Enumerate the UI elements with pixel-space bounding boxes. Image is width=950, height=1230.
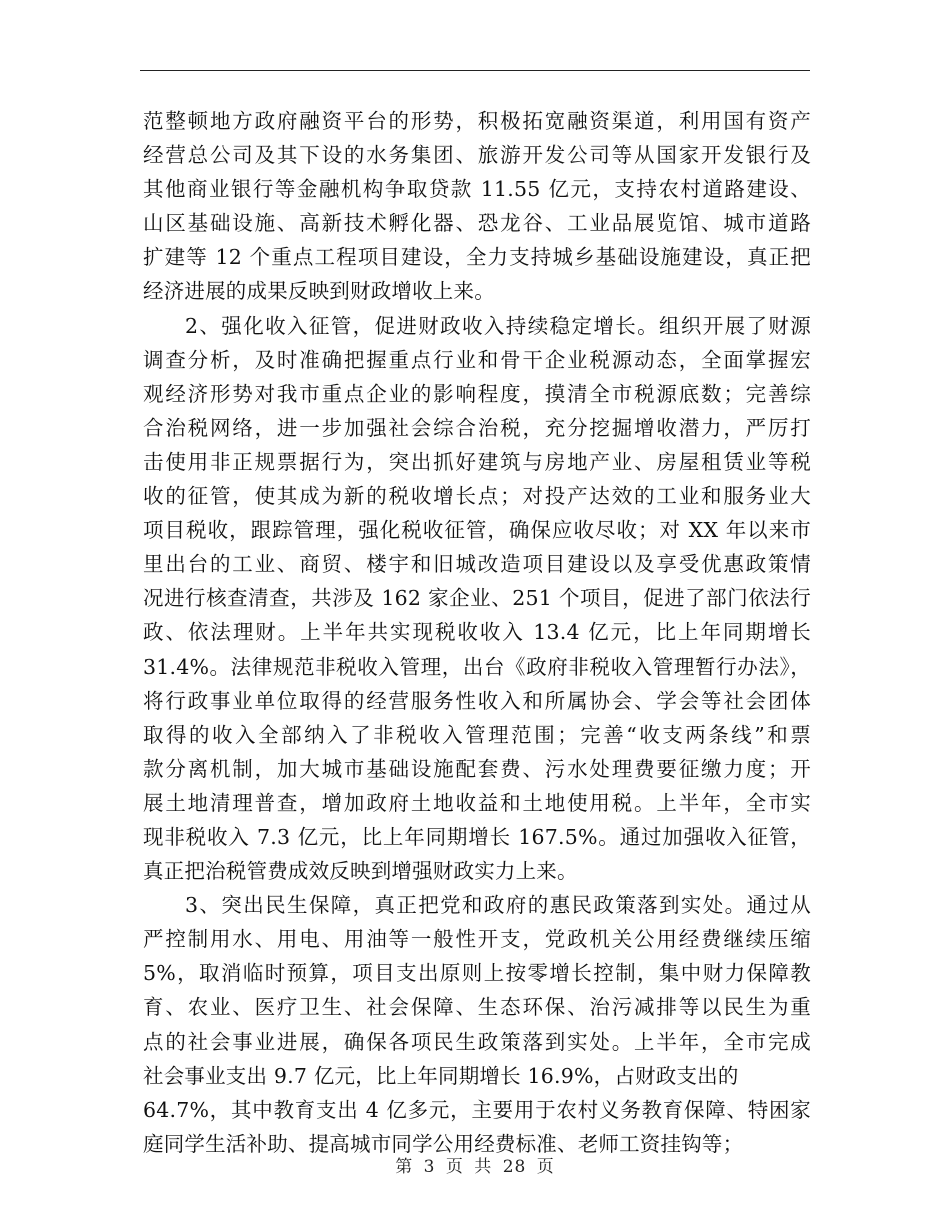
text-line: 经济进展的成果反映到财政增收上来。	[143, 279, 495, 304]
text-line: 其他商业银行等金融机构争取贷款 11.55 亿元，支持农村道路建设、	[143, 177, 811, 202]
text-line: 育、农业、医疗卫生、社会保障、生态环保、治污减排等以民生为重	[143, 995, 811, 1020]
text-line: 庭同学生活补助、提高城市同学公用经费标准、老师工资挂钩等；	[143, 1131, 744, 1156]
text-line: 山区基础设施、高新技术孵化器、恐龙谷、工业品展览馆、城市道路	[143, 211, 811, 236]
text-line: 调查分析，及时准确把握重点行业和骨干企业税源动态，全面掌握宏	[143, 347, 811, 372]
text-line: 31.4%。法律规范非税收入管理，出台《政府非税收入管理暂行办法》，	[143, 654, 811, 679]
text-line: 合治税网络，进一步加强社会综合治税，充分挖掘增收潜力，严厉打	[143, 415, 811, 440]
text-line: 里出台的工业、商贸、楼宇和旧城改造项目建设以及享受优惠政策情	[143, 552, 811, 577]
text-line: 点的社会事业进展，确保各项民生政策落到实处。上半年，全市完成	[143, 1029, 811, 1054]
text-line: 款分离机制，加大城市基础设施配套费、污水处理费要征缴力度；开	[143, 756, 811, 781]
text-line: 观经济形势对我市重点企业的影响程度，摸清全市税源底数；完善综	[143, 381, 811, 406]
text-line: 真正把治税管费成效反映到增强财政实力上来。	[143, 859, 578, 884]
paragraph-first-line: 2、强化收入征管，促进财政收入持续稳定增长。组织开展了财源	[185, 313, 811, 338]
text-line: 社会事业支出 9.7 亿元，比上年同期增长 16.9%，占财政支出的	[143, 1063, 739, 1088]
text-line: 范整顿地方政府融资平台的形势，积极拓宽融资渠道，利用国有资产	[143, 109, 811, 133]
paragraph-first-line: 3、突出民生保障，真正把党和政府的惠民政策落到实处。通过从	[185, 893, 811, 918]
body-text	[143, 104, 811, 1161]
text-line: 将行政事业单位取得的经营服务性收入和所属协会、学会等社会团体	[143, 688, 811, 713]
text-line: 况进行核查清查，共涉及 162 家企业、251 个项目，促进了部门依法行	[143, 586, 811, 611]
text-line: 经营总公司及其下设的水务集团、旅游开发公司等从国家开发银行及	[143, 143, 811, 168]
text-line: 项目税收，跟踪管理，强化税收征管，确保应收尽收；对 XX 年以来市	[143, 518, 811, 543]
text-line: 现非税收入 7.3 亿元，比上年同期增长 167.5%。通过加强收入征管，	[143, 824, 811, 849]
page-number: 第 3 页 共 28 页	[395, 1157, 555, 1177]
text-line: 收的征管，使其成为新的税收增长点；对投产达效的工业和服务业大	[143, 484, 811, 509]
text-line: 击使用非正规票据行为，突出抓好建筑与房地产业、房屋租赁业等税	[143, 449, 811, 474]
text-line: 展土地清理普查，增加政府土地收益和土地使用税。上半年，全市实	[143, 790, 811, 815]
header-rule	[140, 70, 810, 71]
text-line: 严控制用水、用电、用油等一般性开支，党政机关公用经费继续压缩	[143, 927, 811, 952]
text-line: 政、依法理财。上半年共实现税收收入 13.4 亿元，比上年同期增长	[143, 620, 811, 645]
text-line: 取得的收入全部纳入了非税收入管理范围；完善“收支两条线”和票	[143, 722, 811, 747]
text-line: 扩建等 12 个重点工程项目建设，全力支持城乡基础设施建设，真正把	[143, 245, 811, 270]
text-line: 5%，取消临时预算，项目支出原则上按零增长控制，集中财力保障教	[143, 961, 811, 986]
text-line: 64.7%，其中教育支出 4 亿多元，主要用于农村义务教育保障、特困家	[143, 1097, 811, 1122]
